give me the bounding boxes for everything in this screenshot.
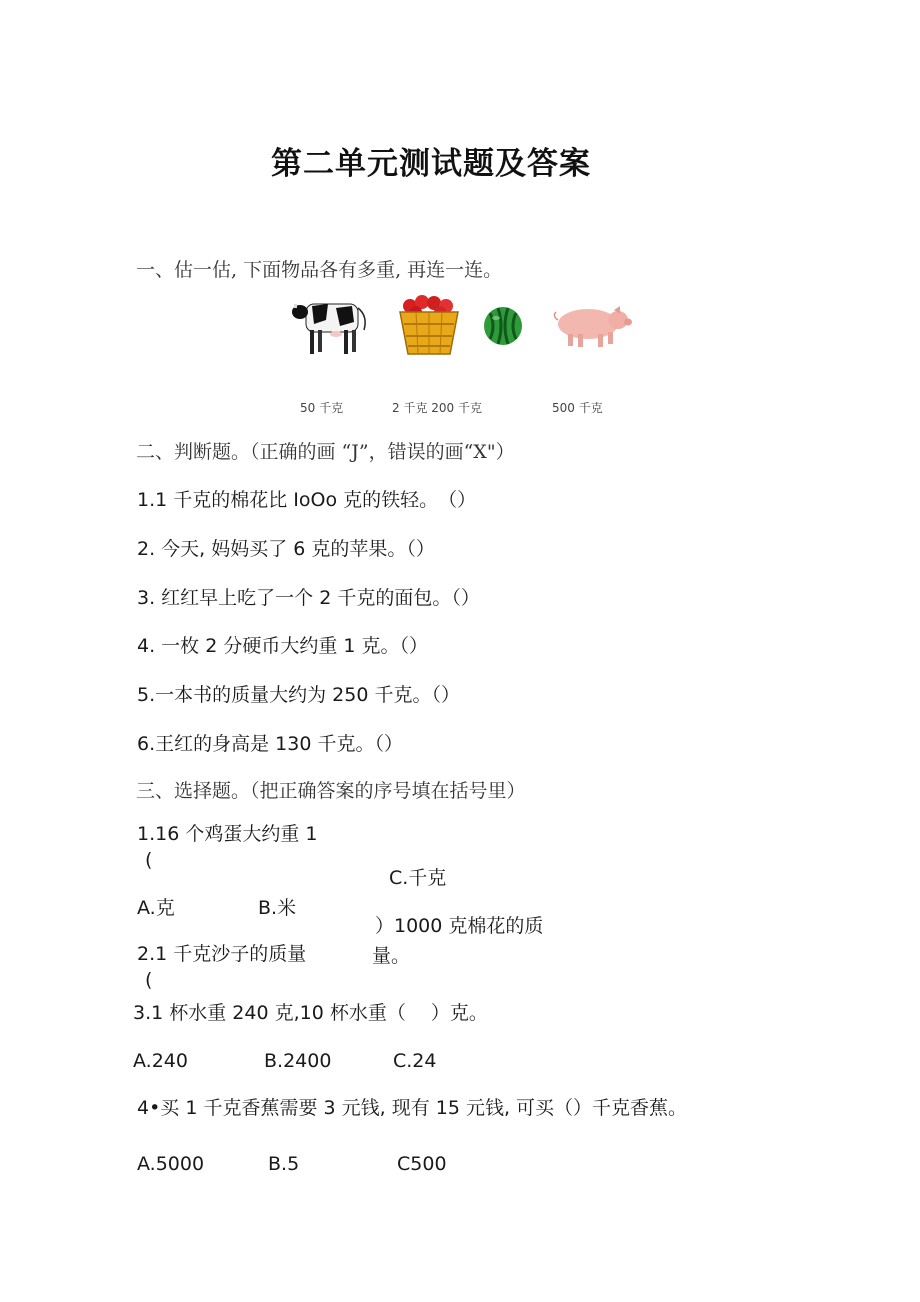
section-1-heading: 一、估一估, 下面物品各有多重, 再连一连。 bbox=[136, 259, 503, 281]
choice-option: B.米 bbox=[258, 897, 297, 919]
cow-icon bbox=[288, 290, 380, 360]
choice-option: B.5 bbox=[268, 1153, 300, 1175]
choice-option: C500 bbox=[397, 1153, 447, 1175]
choice-question: 2.1 千克沙子的质量 bbox=[137, 943, 307, 965]
choice-question: 量。 bbox=[372, 945, 411, 967]
section-3-heading: 三、选择题。（把正确答案的序号填在括号里） bbox=[136, 780, 526, 802]
choice-option: A.240 bbox=[133, 1050, 188, 1072]
weight-label: 50 千克 bbox=[300, 401, 344, 415]
choice-option: C.24 bbox=[393, 1050, 437, 1072]
judge-item: 5.一本书的质量大约为 250 千克。（） bbox=[137, 684, 460, 706]
choice-option: A.5000 bbox=[137, 1153, 205, 1175]
choice-option: A.克 bbox=[137, 897, 175, 919]
answer-paren: ( bbox=[145, 849, 153, 871]
judge-item: 4. 一枚 2 分硬币大约重 1 克。（） bbox=[137, 635, 429, 657]
pig-icon bbox=[548, 300, 634, 352]
judge-item: 3. 红红早上吃了一个 2 千克的面包。（） bbox=[137, 587, 480, 609]
watermelon-icon bbox=[482, 305, 524, 347]
choice-question: 1.16 个鸡蛋大约重 1 bbox=[137, 823, 318, 845]
choice-option: C.千克 bbox=[389, 867, 447, 889]
choice-option: B.2400 bbox=[264, 1050, 332, 1072]
judge-item: 2. 今天, 妈妈买了 6 克的苹果。（） bbox=[137, 538, 435, 560]
choice-question: ）1000 克棉花的质 bbox=[375, 915, 544, 937]
page-title: 第二单元测试题及答案 bbox=[271, 146, 591, 182]
section-2-heading: 二、判断题。（正确的画 “J”，错误的画“X"） bbox=[136, 441, 515, 463]
judge-item: 6.王红的身高是 130 千克。（） bbox=[137, 733, 403, 755]
choice-question: 4•买 1 千克香蕉需要 3 元钱, 现有 15 元钱, 可买（）千克香蕉。 bbox=[137, 1097, 688, 1119]
weight-label: 500 千克 bbox=[552, 401, 603, 415]
weight-label: 2 千克 200 千克 bbox=[392, 401, 482, 415]
judge-item: 1.1 千克的棉花比 IoOo 克的铁轻。 （） bbox=[137, 489, 477, 511]
answer-paren: ( bbox=[145, 969, 153, 991]
apple-basket-icon bbox=[396, 292, 462, 358]
choice-question: 3.1 杯水重 240 克,10 杯水重（ ）克。 bbox=[133, 1002, 488, 1024]
